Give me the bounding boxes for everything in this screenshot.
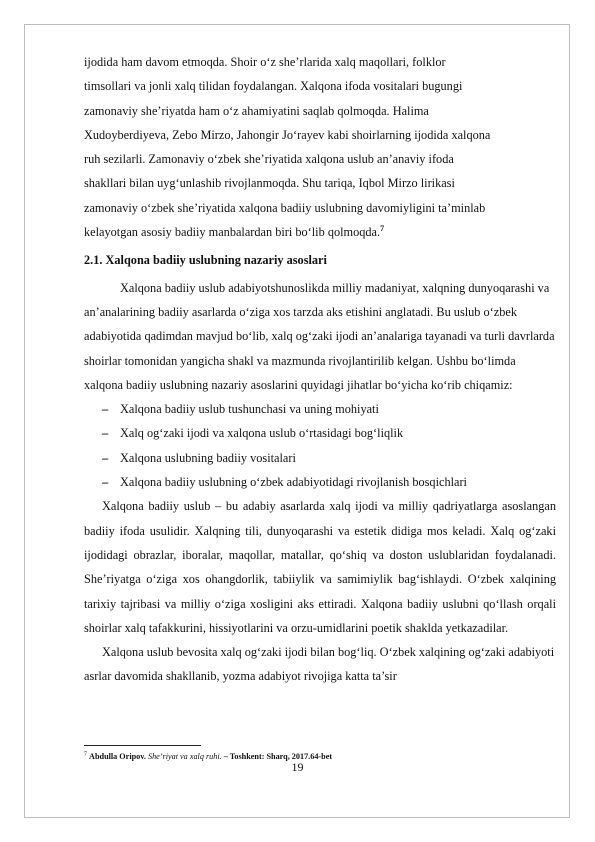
- footnote-publication: – Toshkent: Sharq, 2017.64-bet: [223, 752, 333, 761]
- dash-marker: –: [102, 402, 109, 417]
- footnote-author: Abdulla Oripov.: [89, 752, 146, 761]
- top-line-3: zamonaviy she’riyatda ham o‘z ahamiyatini saqlab qolmoqda. Halima: [84, 103, 429, 118]
- top-line-4: Xudoyberdiyeva, Zebo Mirzo, Jahongir Jo‘rayev kabi shoirlarning ijodida xalqona: [84, 127, 491, 142]
- list-item-text: Xalqona badiiy uslubning o‘zbek adabiyotidagi rivojlanish bosqichlari: [120, 475, 467, 490]
- footnote-reference[interactable]: 7: [380, 223, 385, 233]
- last-paragraph: Xalqona uslub bevosita xalq og‘zaki ijodi bilan bog‘liq. O‘zbek xalqining og‘zaki adabiyoti asrlar davomida shakllanib, yozma adabiyot rivojiga katta ta’sir: [84, 645, 555, 684]
- intro-paragraph: Xalqona badiiy uslub adabiyotshunoslikda milliy madaniyat, xalqning dunyoqarashi va an’analarining badiiy asarlarda o‘ziga xos tarzda aks etishini anglatadi. Bu uslub o‘zbek adabiyotida qadimdan mavjud bo‘lib, xalq og‘zaki ijodi an’analariga tayanadi va turli davrlarda shoirlar tomonidan yangicha shakl va mazmunda rivojlantirilib kelgan. Ushbu bo‘limda xalqona badiiy uslubning nazariy asoslarini quyidagi jihatlar bo‘yicha ko‘rib chiqamiz:: [84, 280, 555, 392]
- page-content: [84, 50, 556, 689]
- dash-marker: –: [102, 450, 109, 465]
- section-heading: 2.1. Xalqona badiiy uslubning nazariy asoslari: [84, 253, 327, 268]
- top-paragraph: [84, 50, 556, 244]
- footnote-separator: [84, 745, 201, 746]
- dash-marker: –: [102, 426, 109, 441]
- list-item: [84, 397, 556, 421]
- dash-marker: –: [102, 475, 109, 490]
- list-item: [84, 421, 556, 445]
- list-item: [84, 446, 556, 470]
- footnote-number: 7: [84, 751, 87, 758]
- list-item-text: Xalqona badiiy uslub tushunchasi va uning mohiyati: [120, 402, 379, 417]
- list-item-text: Xalqona uslubning badiiy vositalari: [120, 450, 296, 465]
- list-item: [84, 470, 556, 494]
- footnote-title: She’riyat va xalq ruhi.: [147, 752, 222, 761]
- top-line-6: shakllari bilan uyg‘unlashib rivojlanmoqda. Shu tariqa, Iqbol Mirzo lirikasi: [84, 176, 455, 191]
- top-line-2: timsollari va jonli xalq tilidan foydalangan. Xalqona ifoda vositalari bugungi: [84, 79, 463, 94]
- aspects-list: [84, 397, 556, 494]
- top-line-1: ijodida ham davom etmoqda. Shoir o‘z she’rlarida xalq maqollari, folklor: [84, 55, 446, 69]
- top-line-5: ruh sezilarli. Zamonaviy o‘zbek she’riyatida xalqona uslub an’anaviy ifoda: [84, 152, 454, 167]
- top-line-7: zamonaviy o‘zbek she’riyatida xalqona badiiy uslubning davomiyligini ta’minlab: [84, 200, 486, 215]
- body-paragraph: Xalqona badiiy uslub – bu adabiy asarlarda xalq ijodi va milliy qadriyatlarga asoslangan badiiy ifoda usulidir. Xalqning tili, dunyoqarashi va estetik didiga mos keladi. Xalq og‘zaki ijodidagi obrazlar, iboralar, maqollar, matallar, qo‘shiq va doston uslublaridan foydalanadi. She’riyatga o‘ziga xos ohangdorlik, tabiiylik va samimiylik bag‘ishlaydi. O‘zbek xalqining tarixiy tajribasi va milliy o‘ziga xosligini aks ettiradi. Xalqona badiiy uslubni qo‘llash orqali shoirlar xalq tafakkurini, hissiyotlarini va orzu-umidlarini poetik shaklda yetkazadilar.: [84, 499, 556, 635]
- top-line-8: kelayotgan asosiy badiiy manbalardan biri bo‘lib qolmoqda.: [84, 225, 381, 240]
- page-number: 19: [291, 760, 304, 774]
- list-item-text: Xalq og‘zaki ijodi va xalqona uslub o‘rtasidagi bog‘liqlik: [120, 426, 404, 441]
